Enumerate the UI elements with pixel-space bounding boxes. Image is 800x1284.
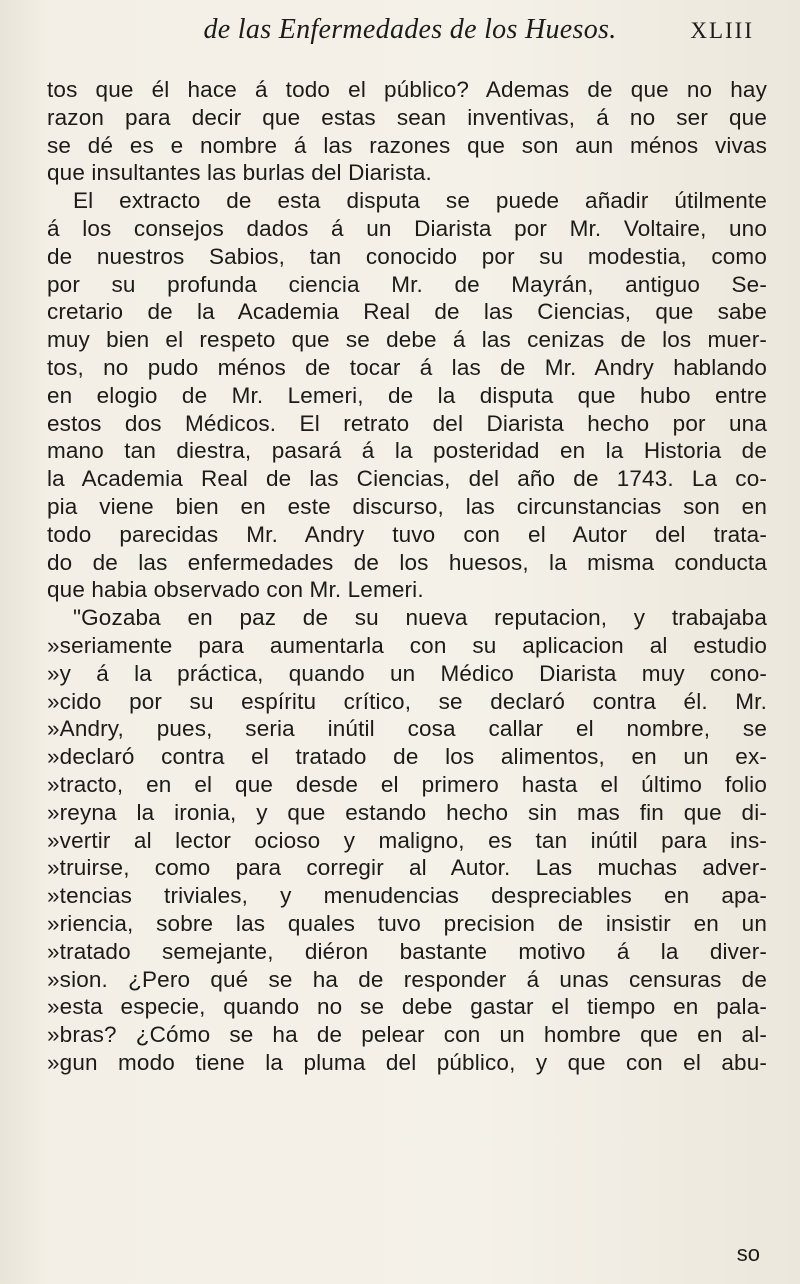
- text-line: »vertir al lector ocioso y maligno, es tan inútil para ins-: [47, 827, 767, 853]
- text-line: do de las enfermedades de los huesos, la misma conducta: [47, 549, 767, 575]
- text-line: muy bien el respeto que se debe á las cenizas de los muer-: [47, 327, 767, 353]
- text-line: cretario de la Academia Real de las Ciencias, que sabe: [47, 299, 767, 325]
- running-title: de las Enfermedades de los Huesos.: [203, 14, 617, 45]
- text-line: pia viene bien en este discurso, las circunstancias son en: [47, 493, 767, 519]
- page-header: [60, 14, 760, 54]
- text-line: »seriamente para aumentarla con su aplicacion al estudio: [47, 632, 767, 658]
- text-line: por su profunda ciencia Mr. de Mayrán, antiguo Se-: [47, 271, 767, 297]
- text-line: "Gozaba en paz de su nueva reputacion, y trabajaba: [73, 605, 767, 631]
- text-line: »cido por su espíritu crítico, se declaró contra él. Mr.: [47, 688, 767, 714]
- text-line: que habia observado con Mr. Lemeri.: [47, 577, 424, 603]
- text-line: todo parecidas Mr. Andry tuvo con el Autor del trata-: [47, 521, 767, 547]
- text-line: »esta especie, quando no se debe gastar el tiempo en pala-: [47, 994, 767, 1020]
- text-line: »truirse, como para corregir al Autor. Las muchas adver-: [47, 855, 767, 881]
- text-line: que insultantes las burlas del Diarista.: [47, 160, 432, 186]
- text-line: de nuestros Sabios, tan conocido por su modestia, como: [47, 243, 767, 269]
- text-line: mano tan diestra, pasará á la posteridad en la Historia de: [47, 438, 767, 464]
- text-line: »Andry, pues, seria inútil cosa callar el nombre, se: [47, 716, 767, 742]
- text-line: estos dos Médicos. El retrato del Diarista hecho por una: [47, 410, 767, 436]
- text-line: tos que él hace á todo el público? Ademas de que no hay: [47, 77, 767, 102]
- text-line: »declaró contra el tratado de los alimentos, en un ex-: [47, 744, 767, 770]
- text-line: tos, no pudo ménos de tocar á las de Mr. Andry hablando: [47, 354, 767, 380]
- text-line: á los consejos dados á un Diarista por Mr. Voltaire, uno: [47, 215, 767, 241]
- text-line: razon para decir que estas sean inventivas, á no ser que: [47, 104, 767, 130]
- text-line: la Academia Real de las Ciencias, del año de 1743. La co-: [47, 466, 767, 492]
- text-line: se dé es e nombre á las razones que son aun ménos vivas: [47, 132, 767, 158]
- text-line: en elogio de Mr. Lemeri, de la disputa que hubo entre: [47, 382, 767, 408]
- text-line: »bras? ¿Cómo se ha de pelear con un hombre que en al-: [47, 1022, 767, 1048]
- text-line: »y á la práctica, quando un Médico Diarista muy cono-: [47, 660, 767, 686]
- text-line: »sion. ¿Pero qué se ha de responder á unas censuras de: [47, 966, 767, 992]
- body-text: [47, 76, 767, 1077]
- catchword: so: [736, 1241, 760, 1266]
- text-line: »reyna la ironia, y que estando hecho sin mas fin que di-: [47, 799, 767, 825]
- text-line: »riencia, sobre las quales tuvo precision de insistir en un: [47, 910, 767, 936]
- text-line: »tencias triviales, y menudencias despreciables en apa-: [47, 883, 767, 909]
- text-line: El extracto de esta disputa se puede añadir útilmente: [73, 188, 767, 214]
- text-line: »tratado semejante, diéron bastante motivo á la diver-: [47, 938, 767, 964]
- text-line: »gun modo tiene la pluma del público, y que con el abu-: [47, 1049, 767, 1075]
- text-line: »tracto, en el que desde el primero hasta el último folio: [47, 771, 767, 797]
- page-number: XLIII: [690, 18, 754, 43]
